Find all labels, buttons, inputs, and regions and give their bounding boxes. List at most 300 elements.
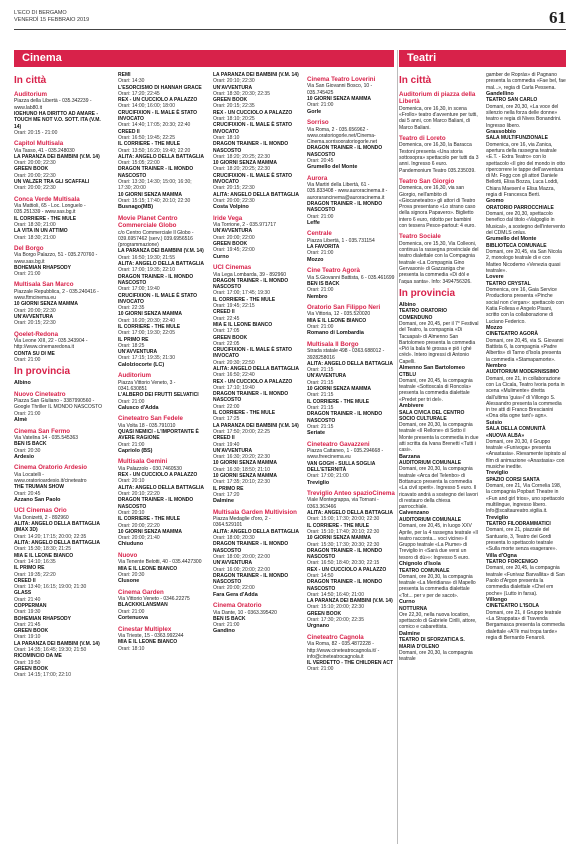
venue-name: Teatro San Giorgio <box>399 177 455 185</box>
venue-details: Via Borgo Palazzo, 51 - 035.270760 - www.sas.bg.it <box>14 252 98 265</box>
showtimes: Orari: 21:00 <box>14 271 41 278</box>
venue-details: Via Volta 18 - 035.791010 <box>118 422 176 429</box>
showtimes: Orari: 13:50; 16:20; 19:40; 22:20 <box>118 147 191 154</box>
venue-name: UCI Cinemas <box>213 264 252 272</box>
showtimes: Orari: 16:00; 20:00; 22:00 <box>213 566 270 573</box>
town-name: Leffe <box>307 219 320 226</box>
showtimes: Orari: 17:00; 19:30; 22:05 <box>118 330 175 337</box>
show-title: ALITA: ANGELO DELLA BATTAGLIA <box>307 510 394 517</box>
venue-details: Viale Montegrappa, via Tornani - 0363.363466 <box>307 497 379 510</box>
show-title: CONTA SU DI ME <box>14 350 55 357</box>
cinema-column-2 <box>118 72 206 844</box>
venue-details: Domani, ore 20,45, in luogo XXV Aprile, per la 4 rassegna teatrale «Il teatro racconta... voci vicine» il Gruppo teatrale «La Piume» di Treviglio in «Sarà due versi un tesoro di dù»»: Ingresso 5 euro. <box>399 523 478 561</box>
show-title: CINETEATRO L'ISOLA <box>486 603 540 610</box>
venue-name: Cinestar Multiplex <box>118 625 172 633</box>
town-name: Calvenzano <box>399 510 429 517</box>
showtimes: Orari: 21:40 <box>14 596 41 603</box>
show-title: BEN IS BACK <box>307 280 340 287</box>
venue-name: Cineteatro San Fedele <box>118 415 183 423</box>
show-title: 10 GIORNI SENZA MAMMA <box>307 386 371 393</box>
showtimes: Orari: 20:15; 22:35 <box>213 103 255 110</box>
show-title: QUASI NEMICI - L'IMPORTANTE È AVERE RAGIONE <box>118 429 199 442</box>
show-title: 10 GIORNI SENZA MAMMA <box>213 460 277 467</box>
showtimes: Orari: 17:00; 19:35; 22:10 <box>118 267 175 274</box>
show-title: ALITA: ANGELO DELLA BATTAGLIA (IMAX 3D) <box>14 521 100 534</box>
showtimes: Orari: 18:30; 20:30; 22:35 <box>213 90 270 97</box>
showtimes: Orari: 16:30; 18:50; 21:10 <box>213 466 270 473</box>
venue-name: Multisala Gemini <box>118 458 168 466</box>
showtimes: Orari: 20:10 <box>118 478 145 485</box>
town-name: Almè <box>14 417 28 424</box>
showtimes: Orari: 18:30; 21:00 <box>14 234 56 241</box>
town-name: Nembro <box>486 362 507 369</box>
showtimes: Orari: 14:20; 17:15; 20:00; 22:35 <box>14 533 87 540</box>
show-title: BEN IS BACK <box>14 441 47 448</box>
venue-details: Domani, ore 20,30, la compagnia teatrale <box>399 649 473 663</box>
showtimes: Orari: 14:10; 16:35 <box>14 558 56 565</box>
showtimes: Orari: 21:00 <box>307 287 334 294</box>
show-title: CREED II <box>118 128 140 135</box>
showtimes: Orari: 20:10 <box>118 509 145 516</box>
show-title: DRAGON TRAINER - IL MONDO NASCOSTO <box>213 391 289 404</box>
show-title: SALA DELLA COMUNITÀ «NUOVA ALBA» <box>486 426 546 439</box>
show-title: CRUCIFIXION - IL MALE È STATO INVOCATO <box>213 122 293 135</box>
venue-details: Domani, ore 20,45, la compagnia teatrale «Sottoscala di Roncola» presenta la commedia dialettale «Predet per tri del». <box>399 377 473 403</box>
show-title: 10 GIORNI SENZA MAMMA <box>307 96 371 102</box>
town-name: Villongo <box>486 596 508 603</box>
venue-details: Via San Giovanni Bosco, 10 - 035.745425 <box>307 83 373 96</box>
show-title: L'ALBERO DEI FRUTTI SELVATICI <box>118 392 199 399</box>
venue-details: Via Palazzolo - 030.7460530 <box>118 465 182 472</box>
showtimes: Orari: 16:50; 18:40; 20:30; 22:15 <box>307 560 380 567</box>
show-title: NOTTURNA <box>399 605 428 612</box>
venue-name: Teatro Sociale <box>399 233 441 241</box>
showtimes: Orari: 20:00; 21:40 <box>118 535 160 542</box>
showtimes: Orari: 15:05; 22:00 <box>118 160 160 167</box>
venue-details: Domenica, ore 16, Gaia Service Productions presenta «Pinche social non c'ergan»: spettacolo con Katia Follesa e Angelo Pisani, scritto con la collaborazione di Luciano Federico. <box>486 287 564 325</box>
showtimes: Orari: 17:35; 20:10; 22:30 <box>213 479 270 486</box>
publication-date: VENERDÌ 15 FEBBRAIO 2019 <box>14 17 90 23</box>
show-title: UN'AVVENTURA <box>213 228 253 235</box>
town-name: Chignolo d'Isola <box>399 561 441 568</box>
venue-name: Capitol Multisala <box>14 140 64 148</box>
publication-name: L'ECO DI BERGAMO <box>14 10 67 16</box>
showtimes: Orari: 21:00 <box>213 622 240 629</box>
section-heading: In provincia <box>14 366 71 378</box>
showtimes: Orari: 17:15; 19:35; 21:30 <box>118 355 175 362</box>
show-title: CRUCIFIXION - IL MALE È STATO INVOCATO <box>118 109 198 123</box>
town-name: Ambivere <box>399 403 424 410</box>
venue-details: Via Mattioli, 65 - Loc. Longuelo - 035.251339 - www.sas.bg.it <box>14 203 86 216</box>
venue-name: Aurora <box>307 174 328 182</box>
venue-details: Via Leone XIII, 22 - 035.343904 - http://www.cinemaredona.it <box>14 338 88 351</box>
showtimes: Orari: 21:00 <box>118 608 145 615</box>
venue-name: Del Borgo <box>14 244 44 252</box>
show-title: IL CORRIERE - THE MULE <box>213 410 276 417</box>
show-title: UN'AVVENTURA <box>118 349 158 356</box>
showtimes: Orari: 18:30; 21:00 <box>14 221 56 228</box>
venue-name: Cineteatro Gavazzeni <box>307 440 370 448</box>
venue-details: Piazzale Repubblica, 2 - 035.240416 - www.ftmcinema.eu <box>14 288 99 302</box>
venue-name: Teatro di Loreto <box>399 135 446 142</box>
venue-name: Conca Verde Multisala <box>14 195 80 203</box>
show-title: GREEN BOOK <box>14 665 49 672</box>
show-title: IL CORRIERE - THE MULE <box>118 516 181 523</box>
showtimes: Orari: 20:00; 22:30 <box>14 172 56 179</box>
showtimes: Orari: 17:50; 20:00; 22:25 <box>213 428 270 435</box>
show-title: ALITA: ANGELO DELLA BATTAGLIA <box>118 153 205 160</box>
show-title: GREEN BOOK <box>213 241 248 248</box>
showtimes: Orari: 18:20; 20:25; 22:30 <box>213 166 270 173</box>
show-title: DRAGON TRAINER - IL MONDO NASCOSTO <box>213 572 289 586</box>
cinema-column-4 <box>307 72 395 844</box>
teatri-section-band: Teatri <box>399 50 566 67</box>
showtimes: Orari: 15:00; 17:30; 20:00; 22:30 <box>307 516 380 523</box>
cinema-column-3 <box>213 72 301 844</box>
show-title: DRAGON TRAINER - IL MONDO NASCOSTO <box>307 411 383 424</box>
venue-details: Domani, ore 20,30, la compagnia teatrale «Arca del Telenbo» di Bottanuco presenta la commedia «La civil sperit». Ingresso 5 euro. Il ricavato andrà a sostegno dei lavori di restauro della chiesa parrocchiale. <box>399 466 478 511</box>
show-title: AUDITORIUM COMUNALE <box>399 516 462 523</box>
town-name: Dalmine <box>213 498 234 505</box>
showtimes: Orari: 20:45 <box>307 157 334 164</box>
showtimes: Orari: 16:50; 19:45; 22:25 <box>118 134 175 141</box>
venue-details: Via Roma, 82 - 035.4872228 - http://www.cineteatrocagnola.it/ - info@cineteatrocagnola.it <box>307 641 380 660</box>
venue-details: Domani, ore 21, il Gruppo teatrale «La Strappata» di Travenda Bergamasca presenta la commedia dialettale «A'l'è mai tropa tarde» regia di Bernardo Fenaroli. <box>486 609 565 641</box>
showtimes: Orari: 20:15; 22:30 <box>14 320 56 327</box>
show-title: 10 GIORNI SENZA MAMMA <box>118 191 182 198</box>
show-title: LA PARANZA DEI BAMBINI (V.M. 14) <box>14 640 100 647</box>
town-name: Chiuduno <box>118 541 144 548</box>
section-heading: In città <box>399 75 432 86</box>
show-title: CREED II <box>14 577 36 584</box>
town-name: Gandino <box>213 628 235 635</box>
venue-details: Via Lega Lombarda, 39 - 892960 <box>213 271 287 278</box>
venue-name: Auditorium di piazza della Libertà <box>399 91 476 106</box>
show-title: COPPERMAN <box>14 602 47 609</box>
show-title: REX - UN CUCCIOLO A PALAZZO <box>118 97 198 104</box>
show-title: BIBLIOTECA COMUNALE <box>486 242 547 249</box>
venue-details: Domani, ore 21, in collaborazione con La Cicala, Teatro Ivoria porta in scena «Mulimente» diretta dall'ultima 'guia»l' di Villongo S. Alessandro presenta la commedia in tre atti di Franco Brescianini «Ona olta ogne tant'» agn». <box>486 375 565 420</box>
show-title: AUDITORIUM COMUNALE <box>399 460 462 467</box>
showtimes: Orari: 16:50; 22:40 <box>213 372 255 379</box>
showtimes: Orari: 18:10 <box>118 645 145 652</box>
venue-details: Via Vittorio Veneto - 0346.22275 <box>118 596 190 603</box>
town-name: Grumello del Monte <box>307 164 358 171</box>
showtimes: Orari: 13:40; 16:15; 19:00; 21:30 <box>14 584 87 591</box>
show-title: UN'AVVENTURA <box>213 560 253 567</box>
venue-name: Auditorium <box>118 372 151 380</box>
showtimes: Orari: 15:15; 17:40; 20:10; 22:30 <box>118 197 191 204</box>
showtimes: Orari: 21:00 <box>118 398 145 405</box>
showtimes: Orari: 15:10; 17:40; 20:10; 22:30 <box>307 528 380 535</box>
show-title: DRAGON TRAINER - IL MONDO NASCOSTO <box>213 141 289 154</box>
showtimes: Orari: 19:30 <box>14 609 41 616</box>
venue-details: Domani, ore 21, piazzale del Santuario, 3, Teatro dei Gordi presenta lo spettacolo teatrale «Sulla morte senza esagerare». <box>486 527 557 553</box>
show-title: CRUCIFIXION - IL MALE È STATO INVOCATO <box>213 172 293 186</box>
showtimes: Orari: 20:10; 22:20 <box>118 491 160 498</box>
venue-details: Via Donizetti, 2 - 892960 <box>14 514 69 521</box>
showtimes: Orari: 17:05 <box>213 328 240 335</box>
venue-details: Domani, ore 20,45, per il 7° Festival del Teatro, la compagnia «Di Tacuapal» di Almenno San Bartolomeo presenta la commedia «Piö la bala fé grossa e piö i ghé crëd». Intero ingressi di Antonio Capelli. <box>399 320 479 365</box>
venue-name: Cinema Oratorio <box>213 602 262 610</box>
showtimes: Orari: 21:15 <box>307 423 334 430</box>
town-name: Calolziocorte (LC) <box>118 361 165 368</box>
venue-details: Domenica, ore 16, via Zanica, apertura della rassegna teatrale «E.T. - Extra Teatro» con lo spettacolo «Il giro del mondo in otto ripercorrere le tappe dell'avventura di Mr. Fogg con gli attori Daniele Bellotti, Elisa Bozza, Luca Loddi, Chiara Maesenl e Elisa Mazza, regia di Francesca Berti. <box>486 141 565 199</box>
show-title: DRAGON TRAINER - IL MONDO NASCOSTO <box>118 273 194 286</box>
town-name: Suisio <box>486 419 503 426</box>
venue-details: Piazza Cattaneo, 1 - 035.294668 - www.freecinema.eu <box>307 448 384 461</box>
show-title: AUDITORIUM MODERNISSIMO <box>486 369 559 376</box>
town-name: Capriolo (BS) <box>118 447 153 454</box>
show-title: 10 GIORNI SENZA MAMMA <box>118 528 182 535</box>
show-title: GREEN BOOK <box>14 628 49 635</box>
town-name: Treviglio <box>486 470 509 477</box>
showtimes: Orari: 14:15; 17:00; 22:10 <box>14 672 71 679</box>
showtimes: Orari: 17:25 <box>213 416 240 423</box>
show-title: IL CORRIERE - THE MULE <box>14 215 77 222</box>
show-title: CINETEATRO AGORÀ <box>486 331 538 338</box>
show-title: REX - UN CUCCIOLO A PALAZZO <box>213 109 293 116</box>
showtimes: Orari: 19:50 <box>14 659 41 666</box>
venue-name: Multisala Il Borgo <box>307 340 359 348</box>
show-title: DRAGON TRAINER - IL MONDO NASCOSTO <box>307 579 383 592</box>
showtimes: Orari: 20:00; 22:30 <box>14 307 56 314</box>
showtimes: Orari: 14:30 <box>118 78 145 85</box>
town-name: Dalmine <box>399 630 420 637</box>
venue-details: Via Roma, 2 - 035.656962 - www.oratoriogorle.net/Cinema-Cinema.sorrisooratoriogorle.net <box>307 126 378 146</box>
venue-name: Nuovo <box>118 551 138 559</box>
show-title: ALITA: ANGELO DELLA BATTAGLIA <box>213 365 300 372</box>
showtimes: Orari: 19:40 <box>213 441 240 448</box>
venue-details: Ore 22,30, nella nuova location, spettacolo di Gabriele Cirilli, attore, comico e cabarettista. <box>399 611 477 631</box>
show-title: LA PARANZA DEI BAMBINI (V.M. 14) <box>14 153 100 160</box>
showtimes: Orari: 14:50 <box>307 572 334 579</box>
showtimes: Orari: 21:00 <box>14 356 41 363</box>
showtimes: Orari: 20:30 <box>118 571 145 578</box>
show-title: IL CORRIERE - THE MULE <box>118 141 181 148</box>
showtimes: Orari: 16:20; 20:30; 22:40 <box>118 317 175 324</box>
venue-name: Cinema Oratorio Ardesio <box>14 464 88 472</box>
showtimes: Orari: 18:20; 20:25; 22:30 <box>213 153 270 160</box>
show-title: IL VERDETTO - THE CHILDREN ACT <box>307 660 394 667</box>
showtimes: Orari: 22:45 <box>213 315 240 322</box>
showtimes: Orari: 15:30; 17:30; 20:30; 22:30 <box>307 541 380 548</box>
show-title: ALITA: ANGELO DELLA BATTAGLIA <box>118 261 205 268</box>
town-name: Grumello del Monte <box>486 236 537 243</box>
showtimes: Orari: 18:10 <box>213 134 240 141</box>
show-title: UN VALZER TRA GLI SCAFFALI <box>14 179 90 186</box>
show-title: LA FAVORITA <box>307 244 340 251</box>
showtimes: Orari: 19:45; 22:00 <box>213 247 255 254</box>
town-name: Almenno San Bartolomeo <box>399 365 465 372</box>
venue-name: Oratorio San Filippo Neri <box>307 304 381 312</box>
show-title: UN'AVVENTURA <box>307 373 347 380</box>
venue-name: Cineteatro Cagnola <box>307 633 364 641</box>
page-number: 61 <box>549 8 566 27</box>
show-title: DRAGON TRAINER - IL MONDO NASCOSTO <box>213 277 289 291</box>
showtimes: Orari: 21:15 <box>307 379 334 386</box>
show-title: 10 GIORNI SENZA MAMMA <box>213 160 277 167</box>
town-name: Lovere <box>486 274 504 281</box>
showtimes: Orari: 21:00 <box>118 441 145 448</box>
showtimes: Orari: 22:35 <box>118 305 145 312</box>
show-title: ALITA: ANGELO DELLA BATTAGLIA <box>213 191 300 198</box>
showtimes: Orari: 18:00; 20:30 <box>213 535 255 542</box>
showtimes: Orari: 20:10; 22:30 <box>213 78 255 85</box>
town-name: Curno <box>213 253 229 260</box>
venue-details: Piazza Medaglie d'oro, 2 - 0364.529101 <box>213 516 271 529</box>
show-title: THE TRUMAN SHOW <box>14 484 64 491</box>
showtimes: Orari: 21:00 <box>307 666 334 673</box>
showtimes: Orari: 19:45; 22:15 <box>213 303 255 310</box>
town-name: Treviglio <box>307 479 330 486</box>
venue-details: Domani, ore 20,30, la compagnia teatrale «La Meridiana» di Mapello presenta la commedia dialettale «Tot... per v per de sacot». <box>399 573 476 599</box>
venue-details: Domani, ore 20,45, via San Nicola 2, monologo teatrale di e con Matteo Nicodemo «Venezia quasi teatrale». <box>486 249 562 275</box>
town-name: Albino <box>399 301 416 308</box>
show-title: TEATRO SAN CARLO <box>486 97 538 104</box>
town-name: Gandellino <box>486 90 514 97</box>
show-title: IL CORRIERE - THE MULE <box>213 296 276 303</box>
showtimes: Orari: 18:00; 20:00; 22:00 <box>213 553 270 560</box>
showtimes: Orari: 20:00; 22:00 <box>213 234 255 241</box>
venue-details: Via Tenente Belotti, 40 - 035.4427300 <box>118 559 202 566</box>
cinema-section-band: Cinema <box>14 50 394 67</box>
venue-details: Via Vatelina 14 - 035.545363 <box>14 434 79 441</box>
section-heading: In città <box>14 75 47 86</box>
section-divider <box>397 50 398 844</box>
show-title: REX - UN CUCCIOLO A PALAZZO <box>307 566 387 573</box>
showtimes: Orari: 21:00 <box>307 213 334 220</box>
showtimes: Orari: 21:15 <box>307 367 334 374</box>
venue-details: Piazza Libertà, 1 - 035.731154 <box>307 237 375 244</box>
showtimes: Orari: 17:10; 19:40 <box>213 384 255 391</box>
venue-name: Cinema Teatro Loverini <box>307 76 376 83</box>
venue-name: Cine Teatro Agorà <box>307 267 360 275</box>
town-name: Curno <box>399 599 415 606</box>
venue-details: Via Dante, 10 - 0363.395420 <box>213 609 277 616</box>
showtimes: Orari: 20:15; 22:30 <box>213 185 255 192</box>
showtimes: Orari: 20:30 <box>14 447 41 454</box>
show-title: TEATRO ORATORIO COMENDUNO <box>399 308 448 321</box>
venue-details: Via Vittoria, 12 - 035.520020 <box>307 311 371 318</box>
venue-details: Via Trieste, 15 - 0363.992244 <box>118 632 184 639</box>
showtimes: Orari: 20:00; 22:30 <box>14 160 56 167</box>
show-title: TEATRO FORCENIGO <box>486 559 538 566</box>
show-title: TEATRO FILODRAMMATICI <box>486 521 551 528</box>
section-heading: In provincia <box>399 287 456 299</box>
show-title: CREED II <box>213 435 235 442</box>
showtimes: Orari: 20:15 - 21:00 <box>14 129 58 136</box>
show-title: DRAGON TRAINER - IL MONDO NASCOSTO <box>307 547 383 561</box>
show-title: 10 GIORNI SENZA MAMMA <box>118 311 182 318</box>
show-title: LA PARANZA DEI BAMBINI (V.M. 14) <box>118 248 204 255</box>
showtimes: Orari: 14:50; 16:40; 21:00 <box>307 591 364 598</box>
show-title: MIA E IL LEONE BIANCO <box>118 639 178 646</box>
venue-name: Movie Planet Centro Commerciale Globo <box>118 214 178 230</box>
show-title: GREEN BOOK <box>307 610 342 617</box>
showtimes: Orari: 16:50; 19:30; 21:55 <box>118 254 175 261</box>
teatri-column-2 <box>486 72 566 844</box>
venue-details: Piazza San Giuliano - 3387990560 - Google Thriller IL MONDO NASCOSTO <box>14 398 102 411</box>
show-title: ALITA: ANGELO DELLA BATTAGLIA <box>307 360 394 367</box>
show-title: SALA MULTIFUNZIONALE <box>486 135 548 142</box>
show-title: LA VITA IN UN ATTIMO <box>14 228 68 235</box>
town-name: Mozzo <box>486 324 503 331</box>
show-title: GREEN BOOK <box>14 166 49 173</box>
show-title: TEATRO DI SFORZATICA S. MARIA D'OLENO <box>399 637 465 650</box>
town-name: Busnago(MB) <box>118 204 154 211</box>
town-name: Costa Volpino <box>213 204 249 211</box>
show-title: DRAGON TRAINER - IL MONDO NASCOSTO <box>213 541 289 554</box>
cinema-column-1 <box>14 72 102 844</box>
venue-details: Domenica, ore 16,30, in scena «Frollo» teatro d'avventure per tutti, dai 5 anni, con Marco Baliani, di Marco Baliani. <box>399 105 478 131</box>
showtimes: Orari: 18:25 <box>118 342 145 349</box>
venue-details: Via S.Giovanni Battista, 6 - 035.461699 <box>307 274 395 281</box>
showtimes: Orari: 21:15 <box>307 392 334 399</box>
show-title: MIA E IL LEONE BIANCO <box>213 321 273 328</box>
venue-details: Domenica, ore 16,30, la Baracca Testoni presenta «Una storia sottosopra» spettacolo per tutti da 3 anni. Ingresso 6 euro. Pandemonium Teatro 035.235039. <box>399 142 479 174</box>
showtimes: Orari: 15:10; 20:00; 22:30 <box>307 604 364 611</box>
publication-info <box>14 10 89 24</box>
showtimes: Orari: 20:00; 22:20 <box>118 522 160 529</box>
show-title: UN'AVVENTURA <box>14 314 54 321</box>
showtimes: Orari: 17:20 <box>213 491 240 498</box>
town-name: Villa d'Ogna <box>486 552 517 559</box>
venue-details: Via Martiri della Libertà, 61 - 035.833408 - www.auroracinema.it - aurorarancinema@auroracinema.it <box>307 182 388 201</box>
showtimes: Orari: 17:20; 22:45 <box>118 90 160 97</box>
venue-details: Domenica, ore 15,30, Via Colleoni, continua la rassegna provinciale del teatro dialettale con la Compagnia teatrale «La Compagnia Gino Gervasoni» di Gazzaniga che presenta la commedia «Di dòl e l'aqua santa». Info: 3494756326. <box>399 240 479 285</box>
showtimes: Orari: 21:00 <box>307 250 334 257</box>
town-name: Barzana <box>399 453 420 460</box>
town-name: Fara Gera d'Adda <box>213 591 258 598</box>
teatri-column-1 <box>399 72 479 844</box>
venue-details: Via Torrione, 2 - 035.971717 <box>213 222 276 229</box>
show-title: REMI <box>118 72 131 78</box>
show-title: CRUCIFIXION - IL MALE È STATO INVOCATO <box>118 292 198 305</box>
show-title: DRAGON TRAINER - IL MONDO NASCOSTO <box>307 145 383 158</box>
show-title: 10 GIORNI SENZA MAMMA <box>14 301 78 308</box>
show-title: LA PARANZA DEI BAMBINI (V.M. 14) <box>307 598 393 605</box>
showtimes: Orari: 21:45 <box>14 621 41 628</box>
show-title: MIA E IL LEONE BIANCO <box>14 552 74 559</box>
venue-details: Domani, ore 20,30, «La voce del silenzio nella forza delle donne» teatro e regia di Nives Bonandrini. Ingresso libero. <box>486 103 562 129</box>
showtimes: Orari: 13:30; 14:30; 15:00; 16:30; 17:30; 20:00 <box>118 179 192 192</box>
showtimes: Orari: 14:40; 17:05; 20:30; 22:40 <box>118 122 191 129</box>
show-title: IL PRIMO RE <box>213 485 244 492</box>
venue-details: Domenica, ore 16,30, via san Giorgio, nell'ambito di «Giocaneteatro» gli attori di Teatro Prova presentano «Lo strano caso della signora Papavero». Biglietto intero 6 euro, ridotto per bambini con tessera Pesce-partout: 4 euro. <box>399 185 476 230</box>
venue-details: Via Tasso, 41 - 035.248030 <box>14 147 75 154</box>
showtimes: Orari: 20:00; 22:30 <box>213 197 255 204</box>
venue-name: Multisala San Marco <box>14 281 74 289</box>
town-name: Nembro <box>307 293 328 300</box>
town-name: Albino <box>14 380 31 387</box>
town-name: Seriate <box>307 430 325 437</box>
venue-name: Treviglio Anteo spazioCinema <box>307 490 395 498</box>
venue-details: Domani, ore 20,30, spettacolo benefico dal titolo «Valgoglio in Musical», a sostegno dell'intervento del CDMLS onlus. <box>486 211 566 237</box>
showtimes: Orari: 14:35; 16:45; 19:30; 21:50 <box>14 647 87 654</box>
venue-details: Domani, ore 21, Via Cornelia 198, la compagnia Popbart Theatre in «Fun and girl trios», uno spettacolo multilingue, ingresso libero. Info@scaltaureatro.vigilia.it. <box>486 483 565 515</box>
show-title: REX - UN CUCCIOLO A PALAZZO <box>213 378 293 385</box>
show-title: DRAGON TRAINER - IL MONDO NASCOSTO <box>307 201 383 214</box>
town-name: Gorle <box>307 108 322 115</box>
show-title: TEATRO CRYSTAL <box>486 280 531 287</box>
show-title: REX - UN CUCCIOLO A PALAZZO <box>118 472 198 479</box>
show-title: UN'AVVENTURA <box>213 84 253 91</box>
show-title: TEATRO COMUNALE <box>399 567 450 574</box>
showtimes: Orari: 20:45 <box>14 490 41 497</box>
showtimes: Orari: 21:15 <box>307 404 334 411</box>
town-name: Grassobbio <box>486 128 516 135</box>
